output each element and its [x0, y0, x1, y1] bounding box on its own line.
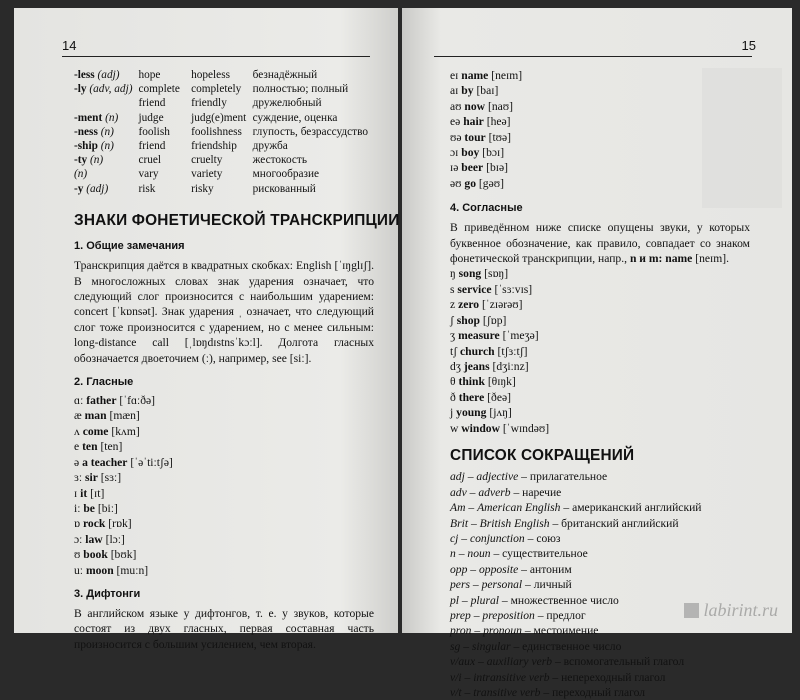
derived-word: variety	[191, 168, 223, 181]
ipa-symbol: ɜː	[74, 471, 83, 485]
diphthongs-title: 3. Дифтонги	[74, 587, 141, 600]
abbreviation-translation: местоимение	[533, 624, 599, 638]
abbreviation: sg	[450, 639, 461, 653]
abbreviation-translation: множественное число	[510, 593, 619, 607]
abbreviation: v/aux	[450, 655, 476, 669]
example-word: come	[82, 424, 109, 438]
ipa-symbol: ɪə	[450, 161, 459, 175]
phonetic-entry	[450, 313, 750, 328]
abbreviation-entry: adj – adjective – прилагательное	[450, 470, 608, 484]
example-word: jeans	[463, 359, 490, 373]
derived-word: friendly	[191, 97, 227, 110]
abbreviation-translation: наречие	[522, 485, 562, 499]
example-word: moon	[85, 563, 114, 577]
part-of-speech: (n)	[90, 154, 104, 167]
abbreviation-translation: антоним	[529, 562, 572, 576]
suffix-row	[74, 182, 374, 196]
ipa-symbol: θ	[450, 375, 456, 389]
suffix-table	[74, 68, 374, 196]
abbreviation-full: conjunction	[469, 531, 525, 545]
phonetic-entry	[450, 328, 750, 343]
translation: полностью; полный	[252, 83, 349, 96]
part-of-speech: (n)	[100, 140, 114, 153]
suffix-row	[74, 96, 374, 110]
abbreviation-translation: американский английский	[572, 501, 702, 515]
suffix-cell	[74, 139, 138, 153]
example-word: sir	[85, 471, 98, 485]
abbreviation-entry: v/t – transitive verb – переходный глагол	[450, 686, 646, 700]
abbreviation-entry: opp – opposite – антоним	[450, 562, 572, 576]
transcription: [biː]	[97, 501, 118, 515]
suffix-cell	[74, 153, 138, 167]
translation: дружба	[252, 140, 288, 153]
suffix-cell	[74, 82, 138, 96]
example-word: be	[83, 501, 95, 515]
base-word: judge	[138, 111, 164, 124]
example-word: service	[457, 282, 492, 296]
transcription: [gəʊ]	[478, 176, 504, 190]
ipa-symbol: eɪ	[450, 69, 459, 82]
page-number: 14	[62, 38, 77, 53]
abbreviation-translation: единственное число	[522, 639, 622, 653]
abbreviation: Brit	[450, 516, 469, 530]
translation: дружелюбный	[252, 97, 322, 110]
example-word: book	[83, 548, 108, 562]
phonetic-entry	[450, 359, 750, 374]
phonetic-entry	[450, 421, 750, 436]
abbreviation-full: intransitive verb	[473, 670, 550, 684]
phonetic-entry	[450, 176, 750, 191]
abbreviation: pers	[450, 578, 470, 592]
abbreviation-entry: Brit – British English – британский английский	[450, 516, 679, 530]
transcription: [ˈsɜːvɪs]	[494, 282, 533, 296]
abbreviations-list	[450, 469, 750, 700]
ipa-symbol: iː	[74, 501, 81, 515]
transcription: [sɒŋ]	[484, 267, 509, 281]
transcription: [dʒiːnz]	[492, 359, 529, 373]
suffix-cell	[74, 167, 138, 181]
transcription: [neɪm]	[491, 69, 523, 82]
example-word: young	[456, 406, 487, 420]
ipa-symbol: eə	[450, 115, 461, 129]
transcription: [ˈfɑːðə]	[119, 394, 156, 408]
translation: жестокость	[252, 154, 307, 167]
base-word: friend	[138, 97, 166, 110]
abbreviation-full: noun	[467, 547, 491, 561]
transcription: [kʌm]	[111, 424, 140, 438]
phonetic-entry	[450, 405, 750, 420]
abbreviation: adj	[450, 470, 465, 484]
phonetics-heading: ЗНАКИ ФОНЕТИЧЕСКОЙ ТРАНСКРИПЦИИ	[74, 211, 400, 229]
abbreviation: opp	[450, 562, 468, 576]
example-word: it	[80, 486, 88, 500]
transcription: [ˈzɪərəʊ]	[482, 298, 523, 312]
example-word: song	[458, 267, 482, 281]
phonetic-entry	[74, 408, 374, 423]
phonetic-entry	[74, 501, 374, 516]
example-word: hair	[463, 115, 484, 129]
abbreviation-entry: sg – singular – единственное число	[450, 639, 622, 653]
example-word: man	[84, 409, 107, 423]
transcription: [ðeə]	[487, 390, 511, 404]
abbreviation: v/i	[450, 670, 462, 684]
abbreviation-full: pronoun	[483, 624, 522, 638]
example-word: window	[461, 421, 500, 435]
abbreviation-full: plural	[470, 593, 499, 607]
part-of-speech: (adv, adj)	[89, 83, 133, 96]
part-of-speech: (adj)	[97, 69, 120, 81]
suffix: -less	[74, 69, 95, 81]
transcription: [heə]	[486, 115, 511, 129]
abbreviation-full: American English	[477, 501, 561, 515]
example-word: now	[464, 99, 486, 113]
translation: многообразие	[252, 168, 320, 181]
ipa-symbol: æ	[74, 409, 82, 423]
abbreviation: pron	[450, 624, 472, 638]
ipa-symbol: dʒ	[450, 359, 461, 373]
abbreviation-entry: prep – preposition – предлог	[450, 609, 586, 622]
abbreviation-full: personal	[481, 578, 523, 592]
abbreviations-heading: СПИСОК СОКРАЩЕНИЙ	[450, 446, 635, 464]
transcription: [mæn]	[109, 409, 140, 423]
example-word: by	[461, 84, 474, 98]
abbreviation-entry: cj – conjunction – союз	[450, 531, 561, 545]
abbreviation: pl	[450, 593, 460, 607]
transcription: [ɪt]	[90, 486, 105, 500]
abbreviation-entry: pers – personal – личный	[450, 578, 572, 592]
phonetic-entry	[74, 439, 374, 454]
transcription: [jʌŋ]	[489, 406, 512, 420]
example-word: tour	[464, 130, 486, 144]
phonetic-entry	[450, 344, 750, 359]
suffix: -y	[74, 182, 84, 195]
abbreviation-translation: британский английский	[561, 516, 679, 530]
abbreviation-full: singular	[471, 639, 511, 653]
suffix: -ment	[74, 111, 103, 124]
ipa-symbol: aɪ	[450, 84, 459, 98]
phonetic-entry	[450, 374, 750, 389]
base-word: vary	[138, 168, 159, 181]
derived-word: foolishness	[191, 125, 242, 138]
ipa-symbol: ð	[450, 390, 456, 404]
phonetic-entry	[74, 563, 374, 578]
abbreviation-full: British English	[479, 516, 550, 530]
suffix-cell	[74, 68, 138, 82]
ipa-symbol: ɪ	[74, 486, 78, 500]
example-word: church	[460, 344, 495, 358]
header-rule	[62, 56, 370, 57]
example-word: think	[458, 375, 485, 389]
ipa-symbol: ə	[74, 455, 80, 469]
ipa-symbol: ɒ	[74, 517, 81, 531]
left-column	[74, 68, 400, 652]
transcription: [muːn]	[116, 563, 149, 577]
suffix-cell	[74, 96, 138, 110]
ipa-symbol: s	[450, 282, 455, 296]
phonetic-entry	[74, 486, 374, 501]
derived-word: completely	[191, 83, 242, 96]
ipa-symbol: əʊ	[450, 176, 462, 190]
transcription: [tʊə]	[488, 130, 512, 144]
example-word: measure	[458, 329, 500, 343]
suffix-cell	[74, 125, 138, 139]
phonetic-entry	[74, 424, 374, 439]
phonetic-entry	[450, 83, 750, 98]
abbreviation-translation: союз	[536, 531, 561, 545]
ipa-symbol: ʌ	[74, 424, 80, 438]
base-word: friend	[138, 140, 166, 153]
suffix-row	[74, 82, 374, 96]
abbreviation-entry: Am – American English – американский английский	[450, 501, 702, 515]
transcription: [baɪ]	[476, 84, 499, 98]
suffix-row	[74, 125, 374, 139]
abbreviation-full: opposite	[478, 562, 519, 576]
example-word: a teacher	[82, 455, 128, 469]
general-notes-title: 1. Общие замечания	[74, 240, 185, 253]
derived-word: hopeless	[191, 69, 230, 81]
abbreviation-translation: вспомогательный глагол	[563, 655, 685, 669]
phonetic-entry	[74, 470, 374, 485]
base-word: hope	[138, 69, 161, 81]
ipa-symbol: uː	[74, 563, 84, 577]
abbreviation: n	[450, 547, 456, 561]
abbreviation-translation: непереходный глагол	[561, 670, 666, 684]
page-number: 15	[741, 38, 756, 53]
phonetic-entry	[450, 130, 750, 145]
derived-word: cruelty	[191, 154, 223, 167]
derived-word: judg(e)ment	[191, 111, 247, 124]
ipa-symbol: ɔː	[74, 532, 83, 546]
general-notes-text: Транскрипция даётся в квадратных скобках: English [ˈɪŋglɪʃ]. В многосложных словах знак ударения означает, что следующий слог произносится с наибольшим ударением: concert [ˈkɒnsət]. Знак ударения ˌ означает, что следующий слог тоже произносится с ударением, но с менее сильным: long-distance call [ˌlɒŋdɪstnsˈkɔːl]. Долгота гласных обозначается двоеточием (ː), например, see [siː].	[74, 259, 374, 365]
part-of-speech: (n)	[100, 125, 114, 138]
transcription: [bɪə]	[486, 161, 508, 175]
ipa-symbol: ʊ	[74, 548, 81, 562]
phonetic-entry	[74, 516, 374, 531]
suffix-row	[74, 167, 374, 181]
phonetic-entry	[450, 145, 750, 160]
suffix-row	[74, 139, 374, 153]
example-word: boy	[461, 146, 480, 160]
transcription: [θɪŋk]	[487, 375, 516, 389]
suffix-row	[74, 153, 374, 167]
phonetic-entry	[450, 160, 750, 175]
abbreviation: prep	[450, 609, 471, 622]
abbreviation: Am	[450, 501, 466, 515]
ipa-symbol: e	[74, 440, 80, 454]
phonetic-entry	[74, 532, 374, 547]
abbreviation-entry: adv – adverb – наречие	[450, 485, 562, 499]
transcription: [rɒk]	[108, 517, 132, 531]
abbreviation-entry: pl – plural – множественное число	[450, 593, 619, 607]
suffix: -ship	[74, 140, 98, 153]
abbreviation-translation: существительное	[502, 547, 588, 561]
phonetic-entry	[450, 114, 750, 129]
ipa-symbol: ʒ	[450, 329, 456, 343]
suffix: -ty	[74, 154, 88, 167]
abbreviation-entry: v/i – intransitive verb – непереходный глагол	[450, 670, 666, 684]
transcription: [naʊ]	[487, 99, 513, 113]
example-word: law	[85, 532, 103, 546]
part-of-speech: (adj)	[86, 182, 109, 195]
ipa-symbol: tʃ	[450, 344, 458, 358]
ipa-symbol: w	[450, 421, 459, 435]
part-of-speech: (n)	[105, 111, 119, 124]
consonants-title: 4. Согласные	[450, 202, 523, 215]
abbreviation-full: adverb	[478, 485, 511, 499]
abbreviation-full: transitive verb	[473, 686, 541, 700]
abbreviation: v/t	[450, 686, 462, 700]
derived-word: risky	[191, 182, 214, 195]
phonetic-entry	[74, 547, 374, 562]
base-word: cruel	[138, 154, 162, 167]
part-of-speech: (n)	[74, 168, 88, 181]
ipa-symbol: ʃ	[450, 313, 454, 327]
ipa-symbol: z	[450, 298, 456, 312]
labirint-logo-icon	[684, 603, 699, 618]
transcription: [ʃɒp]	[482, 313, 507, 327]
abbreviation-translation: предлог	[546, 609, 586, 622]
diphthongs-text: В английском языке у дифтонгов, т. е. у звуков, которые состоят из двух гласных, первая составная часть произносится с большим усилением, чем вторая.	[74, 606, 374, 651]
transcription: [lɔː]	[105, 532, 125, 546]
example-word: go	[464, 176, 477, 190]
translation: глупость, безрассудство	[252, 125, 368, 138]
abbreviation-entry: pron – pronoun – местоимение	[450, 624, 599, 638]
right-page	[402, 8, 792, 700]
phonetic-entry	[450, 282, 750, 297]
abbreviation-full: auxiliary verb	[486, 655, 553, 669]
phonetic-entry	[450, 68, 750, 83]
transcription: [ˈwɪndəʊ]	[502, 421, 550, 435]
transcription: [ˈmeʒə]	[502, 329, 539, 343]
base-word: risk	[138, 182, 156, 195]
phonetic-entry	[450, 99, 750, 114]
base-word: complete	[138, 83, 180, 96]
watermark-logo: labirint.ru	[684, 600, 778, 621]
abbreviation-translation: прилагательное	[529, 470, 608, 484]
suffix-row	[74, 111, 374, 125]
phonetic-entry	[74, 393, 374, 408]
suffix: -ness	[74, 125, 98, 138]
suffix: -ly	[74, 83, 87, 96]
transcription: [sɜː]	[100, 471, 122, 485]
phonetic-entry	[450, 266, 750, 281]
example-word: beer	[461, 161, 484, 175]
ipa-symbol: aʊ	[450, 99, 462, 113]
suffix-cell	[74, 182, 138, 196]
abbreviation: cj	[450, 531, 459, 545]
base-word: foolish	[138, 125, 170, 138]
abbreviation-entry: v/aux – auxiliary verb – вспомогательный глагол	[450, 655, 685, 669]
example-word: rock	[82, 517, 106, 531]
vowels-title: 2. Гласные	[74, 376, 134, 389]
translation: рискованный	[252, 182, 316, 195]
suffix-row	[74, 68, 374, 82]
example-word: shop	[456, 313, 480, 327]
example-word: there	[458, 390, 485, 404]
abbreviation-full: preposition	[482, 609, 535, 622]
translation: суждение, оценка	[252, 111, 338, 124]
suffix-cell	[74, 111, 138, 125]
translation: безнадёжный	[252, 69, 318, 81]
abbreviation: adv	[450, 485, 467, 499]
diphthongs-list	[450, 68, 750, 191]
vowels-list	[74, 393, 374, 578]
ipa-symbol: j	[450, 406, 454, 420]
example-word: zero	[458, 298, 480, 312]
ipa-symbol: ɔɪ	[450, 146, 459, 160]
ipa-symbol: ʊə	[450, 130, 462, 144]
left-page	[14, 8, 400, 651]
example-word: ten	[82, 440, 98, 454]
example-word: father	[86, 394, 117, 408]
ipa-symbol: ɑː	[74, 394, 84, 408]
transcription: [ˈəˈtiːtʃə]	[130, 455, 173, 469]
example-word: name	[461, 69, 489, 82]
transcription: [bɔɪ]	[482, 146, 505, 160]
derived-word: friendship	[191, 140, 237, 153]
transcription: [bʊk]	[110, 548, 137, 562]
phonetic-entry	[74, 455, 374, 470]
abbreviation-entry: n – noun – существительное	[450, 547, 588, 561]
transcription: [tʃɜːtʃ]	[497, 344, 528, 358]
consonants-list	[450, 266, 750, 435]
phonetic-entry	[450, 297, 750, 312]
abbreviation-translation: личный	[533, 578, 572, 592]
transcription: [ten]	[100, 440, 123, 454]
phonetic-entry	[450, 390, 750, 405]
abbreviation-full: adjective	[476, 470, 519, 484]
ipa-symbol: ŋ	[450, 267, 456, 281]
header-rule	[434, 56, 752, 57]
abbreviation-translation: переходный глагол	[552, 686, 646, 700]
consonants-text: В приведённом ниже списке опущены звуки, у которых буквенное обозначение, как правило, совпадает со знаком фонетической транскрипции, напр., n и m: name [neɪm].	[450, 221, 750, 266]
